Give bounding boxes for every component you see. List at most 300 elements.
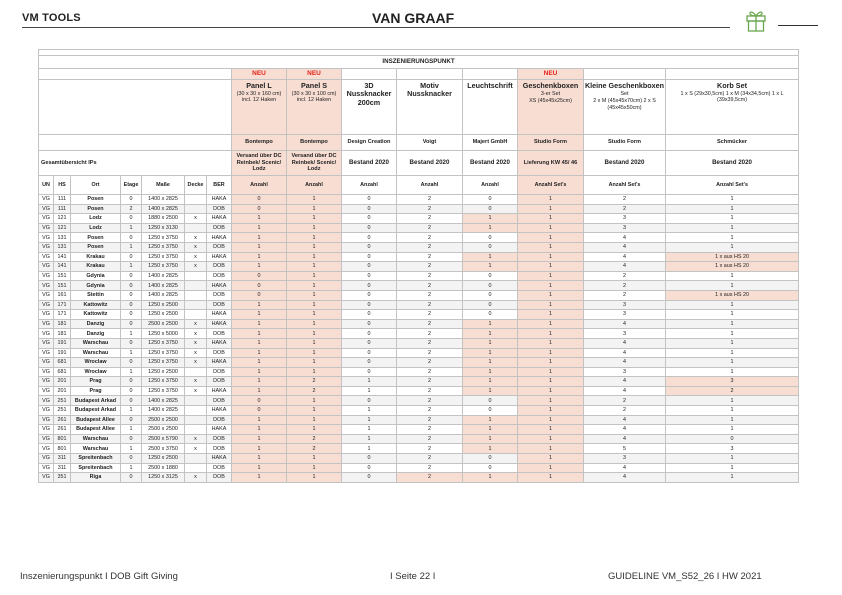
table-cell: 1250 x 3750: [142, 386, 185, 396]
table-cell: 2: [397, 310, 463, 320]
table-cell: 0: [121, 473, 142, 483]
footer-page: I Seite 22 I: [390, 571, 436, 582]
table-cell: 2: [397, 444, 463, 454]
product-name: Panel S: [301, 81, 327, 90]
neu-badge: NEU: [307, 70, 321, 78]
table-row: [39, 151, 799, 176]
table-cell: Gdynia: [71, 281, 121, 291]
table-cell: 2: [397, 415, 463, 425]
table-cell: 1: [287, 290, 342, 300]
table-cell: 1: [342, 444, 397, 454]
table-cell: 3: [584, 223, 666, 233]
table-cell: 0: [342, 223, 397, 233]
table-cell: 0: [342, 329, 397, 339]
table-cell: 2: [397, 319, 463, 329]
table-cell: 4: [584, 338, 666, 348]
overview-label: Gesamtübersicht IPs: [39, 151, 232, 176]
table-cell: 1: [232, 358, 287, 368]
table-cell: 111: [54, 204, 71, 214]
supplier-cell: Majert GmbH: [463, 135, 518, 151]
table-cell: 1: [121, 463, 142, 473]
table-cell: 0: [342, 319, 397, 329]
neu-cell: [518, 69, 584, 80]
table-cell: x: [185, 473, 207, 483]
table-cell: HAKA: [207, 454, 232, 464]
table-cell: 2: [397, 214, 463, 224]
table-cell: 1: [232, 252, 287, 262]
table-row: [39, 271, 799, 281]
table-cell: 1: [121, 367, 142, 377]
table-cell: 4: [584, 233, 666, 243]
table-cell: 1400 x 2825: [142, 195, 185, 205]
table-cell: 1: [666, 396, 799, 406]
table-cell: 0: [342, 242, 397, 252]
table-cell: 1: [342, 425, 397, 435]
supplier-cell: Bontempo: [287, 135, 342, 151]
table-cell: 1: [287, 281, 342, 291]
table-cell: [185, 300, 207, 310]
supplier-cell: Studio Form: [518, 135, 584, 151]
table-cell: Wroclaw: [71, 367, 121, 377]
column-header: Anzahl Set's: [518, 176, 584, 195]
table-cell: DOB: [207, 463, 232, 473]
table-cell: 2: [397, 434, 463, 444]
table-cell: 2: [584, 396, 666, 406]
table-cell: DOB: [207, 204, 232, 214]
table-cell: 261: [54, 415, 71, 425]
table-cell: 1: [463, 434, 518, 444]
table-cell: 4: [584, 348, 666, 358]
ip-overview-table-wrap: [38, 49, 798, 483]
table-cell: 1: [518, 338, 584, 348]
table-cell: HAKA: [207, 338, 232, 348]
shipping-cell: Versand über DC Reinbek/ Scenic/ Lodz: [287, 151, 342, 176]
table-cell: 1: [287, 233, 342, 243]
table-row: [39, 56, 799, 69]
table-cell: 1400 x 2825: [142, 396, 185, 406]
table-cell: [185, 204, 207, 214]
table-cell: HAKA: [207, 214, 232, 224]
table-cell: 4: [584, 425, 666, 435]
table-cell: 801: [54, 434, 71, 444]
table-cell: 0: [342, 233, 397, 243]
product-name: Kleine Geschenkboxen: [584, 81, 665, 90]
table-cell: x: [185, 338, 207, 348]
table-cell: 1: [518, 396, 584, 406]
table-cell: 1: [518, 310, 584, 320]
table-cell: 131: [54, 242, 71, 252]
table-cell: 1: [666, 463, 799, 473]
table-cell: [185, 406, 207, 416]
neu-cell: [342, 69, 397, 80]
table-cell: Wroclaw: [71, 358, 121, 368]
table-cell: 0: [342, 367, 397, 377]
table-cell: 1: [232, 214, 287, 224]
table-cell: 1: [666, 406, 799, 416]
table-cell: DOB: [207, 242, 232, 252]
table-cell: [185, 271, 207, 281]
table-cell: x: [185, 348, 207, 358]
table-cell: 0: [121, 271, 142, 281]
table-cell: 4: [584, 434, 666, 444]
table-row: [39, 252, 799, 262]
table-cell: VG: [39, 415, 54, 425]
table-cell: HAKA: [207, 386, 232, 396]
table-cell: 1400 x 2825: [142, 290, 185, 300]
document-title: VAN GRAAF: [372, 10, 455, 26]
table-cell: 0: [342, 281, 397, 291]
table-cell: 1: [287, 367, 342, 377]
table-cell: 0: [232, 396, 287, 406]
table-cell: 1: [342, 434, 397, 444]
table-cell: 2: [397, 242, 463, 252]
table-row: [39, 242, 799, 252]
table-cell: VG: [39, 204, 54, 214]
table-cell: 0: [342, 300, 397, 310]
table-cell: 1: [232, 348, 287, 358]
table-cell: 1: [666, 348, 799, 358]
table-cell: VG: [39, 434, 54, 444]
table-row: [39, 463, 799, 473]
header-rule-right: [778, 25, 818, 26]
table-cell: 131: [54, 233, 71, 243]
table-cell: x: [185, 214, 207, 224]
table-cell: DOB: [207, 262, 232, 272]
table-cell: 2: [121, 204, 142, 214]
table-cell: 0: [463, 281, 518, 291]
table-cell: 1: [463, 338, 518, 348]
table-cell: 1: [287, 310, 342, 320]
table-cell: [185, 281, 207, 291]
table-cell: 0: [342, 338, 397, 348]
table-cell: Krakau: [71, 252, 121, 262]
table-cell: 2: [584, 195, 666, 205]
table-row: [39, 290, 799, 300]
table-cell: 1: [666, 195, 799, 205]
table-cell: 1: [287, 396, 342, 406]
table-cell: 1: [287, 415, 342, 425]
table-cell: DOB: [207, 300, 232, 310]
table-cell: 141: [54, 262, 71, 272]
table-cell: 1: [121, 348, 142, 358]
table-cell: 1: [232, 473, 287, 483]
table-cell: Danzig: [71, 319, 121, 329]
product-header: [287, 80, 342, 135]
column-header: Anzahl: [232, 176, 287, 195]
table-cell: 2: [287, 444, 342, 454]
table-row: [39, 223, 799, 233]
table-cell: 111: [54, 195, 71, 205]
table-cell: Warschau: [71, 434, 121, 444]
table-cell: 0: [232, 290, 287, 300]
table-cell: 1: [287, 300, 342, 310]
table-cell: 1: [121, 242, 142, 252]
table-cell: Prag: [71, 386, 121, 396]
table-cell: 1 x aus HS 20: [666, 290, 799, 300]
table-cell: 1: [232, 463, 287, 473]
table-cell: 1: [232, 386, 287, 396]
product-description-detail: XS (45x45x25cm): [529, 98, 572, 105]
table-cell: 0: [342, 271, 397, 281]
table-cell: 181: [54, 329, 71, 339]
header-spacer: [39, 69, 232, 80]
table-cell: Lodz: [71, 214, 121, 224]
table-cell: 2: [287, 434, 342, 444]
table-row: [39, 454, 799, 464]
shipping-cell: Bestand 2020: [666, 151, 799, 176]
column-header: Anzahl: [397, 176, 463, 195]
table-cell: [185, 425, 207, 435]
table-cell: 1: [121, 444, 142, 454]
table-cell: 2: [666, 386, 799, 396]
table-row: [39, 135, 799, 151]
table-cell: 0: [121, 377, 142, 387]
table-cell: 2: [397, 262, 463, 272]
neu-cell: [584, 69, 666, 80]
table-cell: VG: [39, 262, 54, 272]
product-name: 3D Nussknacker 200cm: [346, 81, 392, 107]
table-cell: 1: [666, 271, 799, 281]
table-cell: 1: [287, 195, 342, 205]
supplier-cell: Design Creation: [342, 135, 397, 151]
table-cell: 1250 x 3750: [142, 338, 185, 348]
table-cell: 1: [287, 252, 342, 262]
table-row: [39, 348, 799, 358]
table-cell: 1: [232, 242, 287, 252]
table-cell: 3: [584, 310, 666, 320]
table-row: [39, 338, 799, 348]
table-cell: 2: [287, 377, 342, 387]
table-cell: 2: [287, 386, 342, 396]
column-header: Anzahl Set's: [666, 176, 799, 195]
table-cell: 171: [54, 300, 71, 310]
supplier-cell: Schmücker: [666, 135, 799, 151]
table-cell: 0: [463, 242, 518, 252]
table-cell: 3: [584, 214, 666, 224]
table-cell: 1: [518, 195, 584, 205]
shipping-cell: Lieferung KW 45/ 46: [518, 151, 584, 176]
table-cell: 0: [342, 195, 397, 205]
table-cell: 1: [666, 204, 799, 214]
shipping-cell: Bestand 2020: [463, 151, 518, 176]
table-cell: 0: [666, 434, 799, 444]
table-cell: 1: [518, 290, 584, 300]
table-cell: 4: [584, 377, 666, 387]
table-cell: 1: [232, 329, 287, 339]
table-cell: 311: [54, 454, 71, 464]
table-cell: 1: [232, 444, 287, 454]
table-cell: Prag: [71, 377, 121, 387]
table-cell: 0: [463, 290, 518, 300]
column-header: Maße: [142, 176, 185, 195]
table-cell: 1: [463, 358, 518, 368]
table-cell: 1400 x 2825: [142, 271, 185, 281]
table-cell: 1: [232, 262, 287, 272]
table-cell: VG: [39, 233, 54, 243]
table-cell: 5: [584, 444, 666, 454]
table-cell: 1: [232, 367, 287, 377]
table-cell: 1: [232, 233, 287, 243]
table-cell: 0: [121, 214, 142, 224]
table-cell: 0: [342, 262, 397, 272]
table-cell: 1: [518, 233, 584, 243]
table-cell: 1: [463, 444, 518, 454]
table-cell: 2: [397, 348, 463, 358]
table-cell: 121: [54, 223, 71, 233]
table-cell: x: [185, 262, 207, 272]
table-cell: 2: [584, 271, 666, 281]
table-cell: 4: [584, 252, 666, 262]
table-cell: 1: [666, 415, 799, 425]
table-cell: 0: [463, 396, 518, 406]
table-cell: VG: [39, 271, 54, 281]
table-cell: 0: [121, 358, 142, 368]
table-cell: 0: [232, 204, 287, 214]
table-cell: 1: [232, 223, 287, 233]
table-cell: 0: [232, 406, 287, 416]
neu-cell: [397, 69, 463, 80]
table-cell: 0: [121, 396, 142, 406]
table-cell: VG: [39, 281, 54, 291]
table-cell: x: [185, 386, 207, 396]
table-cell: 0: [232, 281, 287, 291]
table-cell: 1250 x 3750: [142, 377, 185, 387]
table-cell: 1: [518, 223, 584, 233]
table-row: [39, 377, 799, 387]
table-cell: VG: [39, 396, 54, 406]
table-cell: 1: [666, 300, 799, 310]
table-cell: 1250 x 3125: [142, 473, 185, 483]
table-cell: VG: [39, 425, 54, 435]
table-cell: 261: [54, 425, 71, 435]
table-cell: 1: [518, 262, 584, 272]
table-cell: [185, 223, 207, 233]
table-cell: 1: [121, 329, 142, 339]
table-cell: 2: [397, 329, 463, 339]
table-cell: 1: [666, 281, 799, 291]
table-cell: DOB: [207, 290, 232, 300]
product-header: [342, 80, 397, 135]
table-cell: Warschau: [71, 338, 121, 348]
supplier-cell: Studio Form: [584, 135, 666, 151]
table-row: [39, 80, 799, 135]
product-description: Set: [620, 91, 629, 98]
neu-cell: [463, 69, 518, 80]
table-cell: 1: [666, 233, 799, 243]
table-cell: 1: [666, 473, 799, 483]
table-cell: Spreitenbach: [71, 454, 121, 464]
neu-badge: NEU: [543, 70, 558, 78]
table-cell: 1880 x 2500: [142, 214, 185, 224]
table-cell: 2: [584, 204, 666, 214]
table-cell: 4: [584, 415, 666, 425]
table-cell: 801: [54, 444, 71, 454]
table-cell: Riga: [71, 473, 121, 483]
table-cell: 0: [232, 271, 287, 281]
table-cell: 1: [518, 358, 584, 368]
table-cell: 1: [518, 406, 584, 416]
table-cell: 1250 x 3750: [142, 252, 185, 262]
table-cell: DOB: [207, 271, 232, 281]
table-cell: 1: [287, 358, 342, 368]
product-header: [518, 80, 584, 135]
supplier-cell: Voigt: [397, 135, 463, 151]
table-cell: 1: [518, 271, 584, 281]
column-header: BER: [207, 176, 232, 195]
table-cell: 151: [54, 271, 71, 281]
table-cell: Budapest Allee: [71, 415, 121, 425]
header-spacer: [39, 135, 232, 151]
table-cell: 0: [463, 204, 518, 214]
table-row: [39, 473, 799, 483]
table-cell: Posen: [71, 195, 121, 205]
table-cell: 1: [518, 434, 584, 444]
header-spacer: [39, 80, 232, 135]
table-cell: 0: [463, 300, 518, 310]
table-cell: 1: [518, 444, 584, 454]
table-cell: x: [185, 444, 207, 454]
table-cell: HAKA: [207, 358, 232, 368]
table-cell: 1: [232, 454, 287, 464]
table-cell: 2: [397, 367, 463, 377]
table-cell: VG: [39, 386, 54, 396]
ip-overview-table: [38, 49, 799, 483]
table-cell: 2: [397, 396, 463, 406]
table-cell: 1250 x 3750: [142, 358, 185, 368]
table-cell: 0: [342, 358, 397, 368]
table-cell: 0: [342, 454, 397, 464]
table-cell: 1: [232, 319, 287, 329]
table-cell: x: [185, 242, 207, 252]
table-cell: 0: [121, 338, 142, 348]
table-cell: Posen: [71, 233, 121, 243]
table-cell: DOB: [207, 473, 232, 483]
table-cell: 3: [584, 300, 666, 310]
table-cell: 4: [584, 386, 666, 396]
table-row: [39, 367, 799, 377]
table-cell: 121: [54, 214, 71, 224]
table-cell: Danzig: [71, 329, 121, 339]
table-row: [39, 444, 799, 454]
footer-left: Inszenierungspunkt I DOB Gift Giving: [20, 571, 178, 582]
column-header: Ort: [71, 176, 121, 195]
table-cell: 1: [287, 406, 342, 416]
table-cell: 0: [463, 463, 518, 473]
table-row: [39, 204, 799, 214]
brand-label: VM TOOLS: [22, 12, 81, 24]
table-cell: 0: [463, 406, 518, 416]
table-cell: 141: [54, 252, 71, 262]
table-cell: x: [185, 329, 207, 339]
table-cell: 3: [584, 454, 666, 464]
table-cell: Budapest Arkad: [71, 396, 121, 406]
table-cell: 1: [463, 473, 518, 483]
table-cell: DOB: [207, 434, 232, 444]
table-cell: [185, 454, 207, 464]
table-cell: 1: [666, 310, 799, 320]
table-cell: DOB: [207, 367, 232, 377]
table-cell: Lodz: [71, 223, 121, 233]
table-cell: 1: [518, 300, 584, 310]
neu-cell: [287, 69, 342, 80]
product-header: [584, 80, 666, 135]
table-cell: 2: [584, 281, 666, 291]
table-cell: 0: [342, 204, 397, 214]
table-cell: VG: [39, 348, 54, 358]
table-cell: 1: [518, 425, 584, 435]
table-cell: [185, 195, 207, 205]
table-cell: 0: [342, 463, 397, 473]
